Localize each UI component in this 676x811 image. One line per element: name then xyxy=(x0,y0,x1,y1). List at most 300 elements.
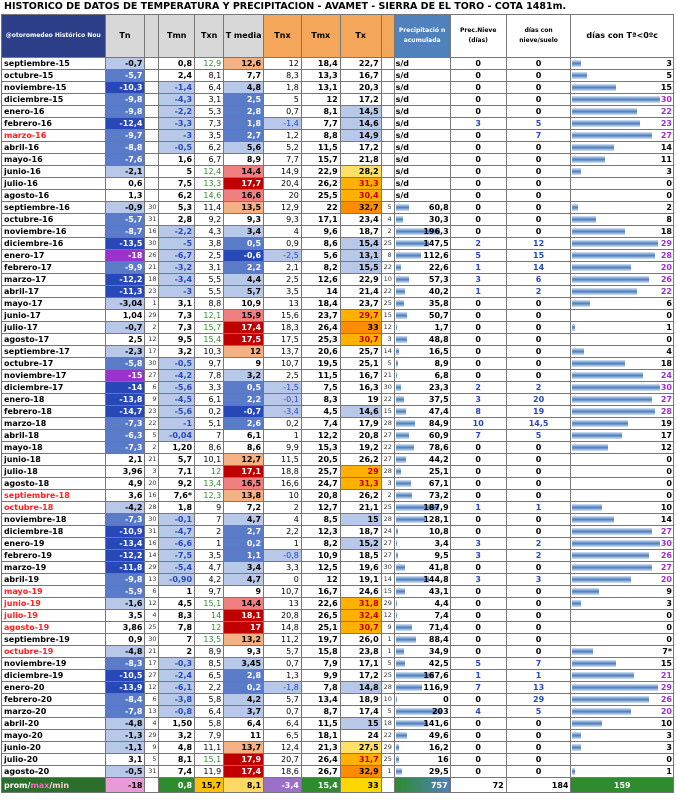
tnx-cell: 1,3 xyxy=(264,670,302,682)
snow-ground-cell: 19 xyxy=(506,406,571,418)
tmx-cell: 18,4 xyxy=(301,58,340,70)
month-label: octubre-19 xyxy=(2,646,106,658)
frost-bar xyxy=(572,444,607,451)
txn-cell: 2,5 xyxy=(195,250,224,262)
tx-cell: 19,6 xyxy=(340,562,381,574)
frost-value: 3 xyxy=(666,743,672,752)
tn-day-cell: 3 xyxy=(145,466,159,478)
tnx-cell: 0,2 xyxy=(264,418,302,430)
frost-days-cell xyxy=(571,562,674,574)
snow-ground-cell: 0 xyxy=(506,622,571,634)
precip-cell xyxy=(394,646,450,658)
precip-bar xyxy=(396,456,406,463)
precip-value: 84,9 xyxy=(428,419,449,428)
header-tmx: Tmx xyxy=(301,15,340,58)
tmx-cell: 14 xyxy=(301,286,340,298)
month-label: junio-16 xyxy=(2,166,106,178)
tmn-cell: 7,4 xyxy=(159,766,195,778)
snow-days-cell: 3 xyxy=(450,538,506,550)
frost-value: 17 xyxy=(660,431,672,440)
tx-day-cell: 29 xyxy=(381,598,394,610)
tmedia-cell: 5,6 xyxy=(224,142,264,154)
precip-bar xyxy=(396,600,397,607)
frost-value: 27 xyxy=(660,131,672,140)
snow-ground-cell: 0 xyxy=(506,562,571,574)
precip-cell xyxy=(394,622,450,634)
tnx-cell: 0,7 xyxy=(264,706,302,718)
table-row xyxy=(2,754,674,766)
precip-bar xyxy=(396,300,404,307)
txn-cell: 10,3 xyxy=(195,346,224,358)
frost-days-cell xyxy=(571,742,674,754)
txn-cell: 8,9 xyxy=(195,646,224,658)
frost-bar xyxy=(572,144,613,151)
txn-cell: 6,4 xyxy=(195,706,224,718)
tnx-cell: -3,4 xyxy=(264,406,302,418)
table-row xyxy=(2,598,674,610)
frost-days-cell xyxy=(571,226,674,238)
tnx-cell: 0,7 xyxy=(264,658,302,670)
precip-value: 112,6 xyxy=(423,251,449,260)
snow-ground-cell: 0 xyxy=(506,718,571,730)
tx-day-cell: 25 xyxy=(381,754,394,766)
frost-bar xyxy=(572,168,581,175)
tx-cell: 22,7 xyxy=(340,58,381,70)
tn-cell: 0,9 xyxy=(105,634,145,646)
tnx-cell: 18,8 xyxy=(264,466,302,478)
table-row xyxy=(2,406,674,418)
month-label: octubre-15 xyxy=(2,70,106,82)
precip-bar xyxy=(396,348,400,355)
precip-cell xyxy=(394,70,450,82)
precip-bar xyxy=(396,252,422,259)
txn-cell: 5,5 xyxy=(195,274,224,286)
txn-cell: 7,3 xyxy=(195,118,224,130)
snow-days-cell: 0 xyxy=(450,322,506,334)
tmedia-cell: 0,5 xyxy=(224,238,264,250)
tmedia-cell: 9,3 xyxy=(224,646,264,658)
tnx-cell: 14,9 xyxy=(264,166,302,178)
tmx-cell: 12 xyxy=(301,94,340,106)
tmx-cell: 26,7 xyxy=(301,766,340,778)
tnx-cell: 2,2 xyxy=(264,526,302,538)
frost-days-cell xyxy=(571,586,674,598)
tn-day-cell: 4 xyxy=(145,718,159,730)
table-row xyxy=(2,130,674,142)
precip-bar xyxy=(396,264,401,271)
tx-day-cell: 5 xyxy=(381,202,394,214)
month-label: mayo-16 xyxy=(2,154,106,166)
month-label: agosto-19 xyxy=(2,622,106,634)
table-row xyxy=(2,142,674,154)
precip-cell xyxy=(394,142,450,154)
frost-bar xyxy=(572,204,578,211)
precip-value: 44,2 xyxy=(428,455,449,464)
table-row xyxy=(2,466,674,478)
table-row xyxy=(2,274,674,286)
tmedia-cell: 3,4 xyxy=(224,562,264,574)
tn-day-cell: 23 xyxy=(145,406,159,418)
table-row xyxy=(2,682,674,694)
tn-cell: 3,1 xyxy=(105,754,145,766)
snow-days-cell: 1 xyxy=(450,670,506,682)
table-row xyxy=(2,154,674,166)
tmedia-cell: 16,6 xyxy=(224,190,264,202)
tx-day-cell xyxy=(381,166,394,178)
tx-day-cell xyxy=(381,58,394,70)
snow-ground-cell: 0 xyxy=(506,82,571,94)
table-row xyxy=(2,358,674,370)
tmx-cell: 20,6 xyxy=(301,346,340,358)
tn-cell: -10,9 xyxy=(105,526,145,538)
tnx-cell: 1 xyxy=(264,538,302,550)
month-label: abril-17 xyxy=(2,286,106,298)
frost-bar xyxy=(572,132,651,139)
snow-days-cell: 0 xyxy=(450,646,506,658)
month-label: julio-19 xyxy=(2,610,106,622)
tmn-cell: 3,1 xyxy=(159,298,195,310)
tmn-cell: -0,3 xyxy=(159,658,195,670)
snow-ground-cell: 0 xyxy=(506,490,571,502)
tmn-cell: 1,8 xyxy=(159,502,195,514)
tnx-cell: -1,4 xyxy=(264,118,302,130)
precip-value: 203 xyxy=(431,707,449,716)
precip-cell xyxy=(394,358,450,370)
frost-value: 10 xyxy=(660,503,672,512)
tmx-cell: 15,7 xyxy=(301,154,340,166)
frost-bar xyxy=(572,396,651,403)
month-label: febrero-17 xyxy=(2,262,106,274)
tmx-cell: 20,5 xyxy=(301,454,340,466)
tmx-cell: 12,3 xyxy=(301,526,340,538)
tx-day-cell xyxy=(381,118,394,130)
tmx-cell: 13,3 xyxy=(301,70,340,82)
tmedia-cell: 4,8 xyxy=(224,82,264,94)
tn-day-cell: 29 xyxy=(145,730,159,742)
precip-value: s/d xyxy=(395,71,409,80)
tx-cell: 16,7 xyxy=(340,370,381,382)
txn-cell: 9,7 xyxy=(195,586,224,598)
tmedia-cell: 3,7 xyxy=(224,706,264,718)
tn-day-cell: 13 xyxy=(145,706,159,718)
frost-days-cell xyxy=(571,526,674,538)
tn-day-cell: 27 xyxy=(145,670,159,682)
table-row xyxy=(2,550,674,562)
tnx-cell: 0 xyxy=(264,574,302,586)
frost-value: 18 xyxy=(660,227,672,236)
tnx-cell: 8,3 xyxy=(264,70,302,82)
frost-days-cell xyxy=(571,370,674,382)
tmn-cell: -0,5 xyxy=(159,358,195,370)
tnx-cell: 10 xyxy=(264,490,302,502)
tn-cell: 1,04 xyxy=(105,310,145,322)
tn-day-cell: 12 xyxy=(145,598,159,610)
tx-cell: 31,7 xyxy=(340,754,381,766)
precip-value: 116,9 xyxy=(423,683,449,692)
tmedia-cell: 4,7 xyxy=(224,574,264,586)
snow-ground-cell: 0 xyxy=(506,478,571,490)
txn-cell: 3,5 xyxy=(195,130,224,142)
tn-cell: 2,5 xyxy=(105,334,145,346)
tx-day-cell: 28 xyxy=(381,682,394,694)
precip-cell xyxy=(394,226,450,238)
table-row xyxy=(2,334,674,346)
frost-days-cell xyxy=(571,646,674,658)
frost-value: 3 xyxy=(666,167,672,176)
txn-cell: 5,1 xyxy=(195,418,224,430)
snow-days-cell: 1 xyxy=(450,286,506,298)
precip-bar xyxy=(396,684,423,691)
precip-cell xyxy=(394,466,450,478)
month-label: agosto-17 xyxy=(2,334,106,346)
txn-cell: 12,9 xyxy=(195,58,224,70)
table-row xyxy=(2,70,674,82)
tn-cell: -2,3 xyxy=(105,346,145,358)
tx-day-cell: 3 xyxy=(381,478,394,490)
precip-cell xyxy=(394,418,450,430)
tmn-cell: 1 xyxy=(159,586,195,598)
table-row xyxy=(2,262,674,274)
tn-cell: -13,5 xyxy=(105,238,145,250)
tn-cell: -13,9 xyxy=(105,682,145,694)
table-row xyxy=(2,214,674,226)
table-row xyxy=(2,238,674,250)
tmx-cell: 12,7 xyxy=(301,502,340,514)
table-row xyxy=(2,310,674,322)
precip-bar xyxy=(396,360,398,367)
tmx-cell: 21,3 xyxy=(301,742,340,754)
txn-cell: 12 xyxy=(195,622,224,634)
tn-day-cell xyxy=(145,94,159,106)
tnx-cell: -0,1 xyxy=(264,394,302,406)
footer-nieve: 72 xyxy=(450,778,506,793)
table-row xyxy=(2,514,674,526)
frost-bar xyxy=(572,660,616,667)
tmx-cell: 26,5 xyxy=(301,610,340,622)
frost-bar xyxy=(572,276,648,283)
tx-day-cell: 22 xyxy=(381,442,394,454)
tx-cell: 31,3 xyxy=(340,178,381,190)
tx-cell: 23,7 xyxy=(340,298,381,310)
frost-days-cell xyxy=(571,178,674,190)
month-label: noviembre-15 xyxy=(2,82,106,94)
tn-cell: -6,3 xyxy=(105,430,145,442)
table-row xyxy=(2,322,674,334)
frost-days-cell xyxy=(571,166,674,178)
snow-ground-cell: 0 xyxy=(506,466,571,478)
tx-day-cell: 27 xyxy=(381,538,394,550)
frost-days-cell xyxy=(571,454,674,466)
frost-days-cell xyxy=(571,346,674,358)
tx-cell: 16,7 xyxy=(340,70,381,82)
month-label: agosto-16 xyxy=(2,190,106,202)
tx-cell: 16,3 xyxy=(340,382,381,394)
frost-value: 0 xyxy=(666,611,672,620)
txn-cell: 7 xyxy=(195,430,224,442)
table-row xyxy=(2,586,674,598)
table-row xyxy=(2,58,674,70)
precip-value: 144,8 xyxy=(423,575,449,584)
tx-day-cell: 27 xyxy=(381,430,394,442)
precip-value: 48,8 xyxy=(428,335,449,344)
frost-days-cell xyxy=(571,766,674,778)
frost-value: 14 xyxy=(660,515,672,524)
table-row xyxy=(2,562,674,574)
snow-ground-cell: 0 xyxy=(506,442,571,454)
tx-day-cell: 1 xyxy=(381,646,394,658)
precip-cell xyxy=(394,526,450,538)
tmx-cell: 22,9 xyxy=(301,166,340,178)
tn-cell: -15 xyxy=(105,370,145,382)
snow-ground-cell: 0 xyxy=(506,58,571,70)
txn-cell: 4,7 xyxy=(195,562,224,574)
frost-value: 27 xyxy=(660,527,672,536)
tnx-cell: 12,4 xyxy=(264,742,302,754)
month-label: junio-18 xyxy=(2,454,106,466)
tmn-cell: 9,2 xyxy=(159,478,195,490)
header-tnx: Tnx xyxy=(264,15,302,58)
snow-ground-cell: 5 xyxy=(506,706,571,718)
precip-value: 67,1 xyxy=(428,479,449,488)
tn-cell: -1,1 xyxy=(105,742,145,754)
snow-ground-cell: 0 xyxy=(506,346,571,358)
frost-value: 3 xyxy=(666,731,672,740)
snow-ground-cell: 0 xyxy=(506,730,571,742)
frost-days-cell xyxy=(571,418,674,430)
precip-cell xyxy=(394,682,450,694)
tmedia-cell: 8,6 xyxy=(224,442,264,454)
tmn-cell: -1 xyxy=(159,418,195,430)
precip-cell xyxy=(394,514,450,526)
precip-bar xyxy=(396,552,398,559)
frost-days-cell xyxy=(571,250,674,262)
precip-cell xyxy=(394,130,450,142)
precip-cell xyxy=(394,298,450,310)
table-row xyxy=(2,190,674,202)
tx-cell: 32,4 xyxy=(340,610,381,622)
tmx-cell: 19,5 xyxy=(301,358,340,370)
snow-ground-cell: 0 xyxy=(506,154,571,166)
tmx-cell: 12 xyxy=(301,574,340,586)
tn-cell: -14 xyxy=(105,382,145,394)
frost-days-cell xyxy=(571,442,674,454)
frost-days-cell xyxy=(571,478,674,490)
tn-day-cell: 21 xyxy=(145,262,159,274)
tn-day-cell: 28 xyxy=(145,502,159,514)
frost-days-cell xyxy=(571,622,674,634)
frost-days-cell xyxy=(571,58,674,70)
tmx-cell: 19,7 xyxy=(301,634,340,646)
tx-cell: 19,1 xyxy=(340,574,381,586)
snow-days-cell: 2 xyxy=(450,382,506,394)
precip-value: 141,6 xyxy=(423,719,449,728)
frost-days-cell xyxy=(571,154,674,166)
txn-cell: 8,6 xyxy=(195,442,224,454)
precip-value: 60,9 xyxy=(428,431,449,440)
tx-cell: 13,1 xyxy=(340,250,381,262)
month-label: noviembre-17 xyxy=(2,370,106,382)
snow-days-cell: 0 xyxy=(450,718,506,730)
tx-day-cell: 12 xyxy=(381,322,394,334)
snow-days-cell: 0 xyxy=(450,82,506,94)
tx-cell: 29,7 xyxy=(340,310,381,322)
month-label: diciembre-19 xyxy=(2,670,106,682)
month-label: enero-19 xyxy=(2,538,106,550)
tn-cell: -13,4 xyxy=(105,538,145,550)
txn-cell: 12,1 xyxy=(195,310,224,322)
precip-bar xyxy=(396,288,405,295)
footer-frost: 159 xyxy=(571,778,674,793)
tx-cell: 29 xyxy=(340,466,381,478)
tx-cell: 15,5 xyxy=(340,262,381,274)
precip-cell xyxy=(394,382,450,394)
precip-value: 25,1 xyxy=(428,467,449,476)
footer-txn: 15,7 xyxy=(195,778,224,793)
precip-value: 23,3 xyxy=(428,383,449,392)
tnx-cell: -2,5 xyxy=(264,250,302,262)
precip-cell xyxy=(394,58,450,70)
frost-value: 6 xyxy=(666,299,672,308)
snow-days-cell: 0 xyxy=(450,346,506,358)
precip-cell xyxy=(394,718,450,730)
tx-cell: 14,6 xyxy=(340,118,381,130)
tmedia-cell: 13,2 xyxy=(224,634,264,646)
snow-ground-cell: 15 xyxy=(506,250,571,262)
tx-cell: 18,7 xyxy=(340,526,381,538)
tx-day-cell xyxy=(381,94,394,106)
frost-bar xyxy=(572,156,604,163)
frost-value: 28 xyxy=(660,251,672,260)
precip-bar xyxy=(396,384,401,391)
tmn-cell: 4,5 xyxy=(159,598,195,610)
tx-day-cell: 9 xyxy=(381,622,394,634)
tx-day-cell: 24 xyxy=(381,526,394,538)
txn-cell: 3,8 xyxy=(195,238,224,250)
tn-day-cell: 25 xyxy=(145,622,159,634)
tnx-cell: 16,6 xyxy=(264,478,302,490)
precip-cell xyxy=(394,730,450,742)
tnx-cell: 1,8 xyxy=(264,82,302,94)
precip-value: 78,6 xyxy=(428,443,449,452)
tmx-cell: 25,5 xyxy=(301,190,340,202)
tn-day-cell: 9 xyxy=(145,394,159,406)
frost-days-cell xyxy=(571,634,674,646)
tn-cell: -7,3 xyxy=(105,418,145,430)
table-body xyxy=(2,58,674,778)
snow-ground-cell: 0 xyxy=(506,226,571,238)
snow-days-cell: 0 xyxy=(450,130,506,142)
frost-value: 0 xyxy=(666,635,672,644)
tmn-cell: -6,1 xyxy=(159,682,195,694)
tn-day-cell xyxy=(145,130,159,142)
month-label: enero-17 xyxy=(2,250,106,262)
tn-cell: -3,04 xyxy=(105,298,145,310)
tn-cell: 1,3 xyxy=(105,190,145,202)
tmn-cell: -4,7 xyxy=(159,526,195,538)
precip-value: 49,6 xyxy=(428,731,449,740)
frost-bar xyxy=(572,420,628,427)
precip-bar xyxy=(396,468,402,475)
snow-ground-cell: 29 xyxy=(506,694,571,706)
tmedia-cell: 4,7 xyxy=(224,514,264,526)
header-precip: Precipitació n acumulada xyxy=(394,15,450,58)
frost-bar xyxy=(572,696,648,703)
tmx-cell: 26,4 xyxy=(301,754,340,766)
frost-bar xyxy=(572,648,593,655)
month-label: marzo-17 xyxy=(2,274,106,286)
tmn-cell: -2,4 xyxy=(159,670,195,682)
tmedia-cell: 15,9 xyxy=(224,310,264,322)
